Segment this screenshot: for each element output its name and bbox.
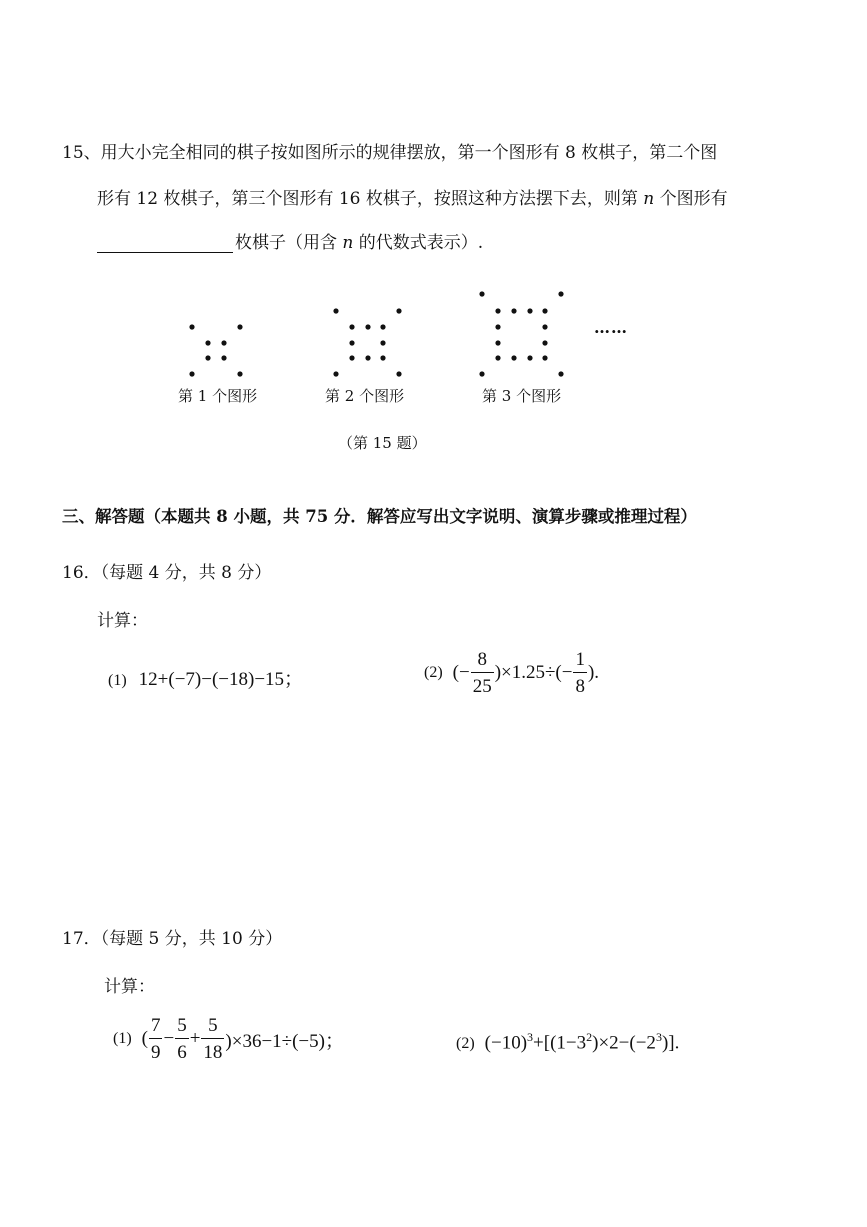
q17-p2-term-d: )]. [661,1032,680,1054]
q16-part-1 [108,664,303,691]
q17-p1-fraction-1 [149,1016,163,1062]
q16-part-2 [424,650,599,696]
q15-text-3b: 的代数式表示）. [353,233,484,253]
q17-p1-tail: )×36−1÷(−5)； [225,1030,344,1052]
q16-header: 16．（每题 4 分，共 8 分） [62,563,272,583]
q16-p1-expression: 12+(−7)−(−18)−15； [138,669,304,690]
q17-p2-exp-a: 3 [527,1030,534,1044]
q16-p2-frac1-numerator: 8 [471,650,494,673]
q17-p2-label: (2) [456,1035,475,1053]
q17-p1-f2-denominator: 6 [177,1042,187,1063]
section-3-title: 三、解答题（本题共 8 小题，共 75 分．解答应写出文字说明、演算步骤或推理过程） [62,507,697,526]
q17-p2-term-c: )×2−(−2 [592,1032,656,1054]
q16-p2-fraction-2 [573,650,587,696]
q16-p2-frac1-denominator: 25 [472,676,492,697]
q17-part-1 [113,1016,344,1062]
q17-p2-term-a: (−10) [484,1032,528,1054]
q16-p2-frac2-numerator: 1 [573,650,587,673]
q17-p1-f1-numerator: 7 [149,1016,163,1039]
q17-p1-fraction-2 [175,1016,189,1062]
q15-variable-n-2: n [342,233,354,253]
q17-p1-f3-denominator: 18 [203,1042,223,1063]
figure-1-label: 第 1 个图形 [178,387,258,405]
q17-p1-f3-numerator: 5 [201,1016,224,1039]
figure-2-dots [333,308,401,376]
q17-instruction: 计算： [104,977,155,997]
figure-caption: （第 15 题） [338,434,427,452]
q17-header: 17．（每题 5 分，共 10 分） [62,929,283,949]
q15-text-3a: 枚棋子（用含 [235,233,343,253]
figure-2-label: 第 2 个图形 [325,387,405,405]
q15-variable-n: n [643,189,655,209]
q16-p2-fraction-1 [471,650,494,696]
q16-p2-middle: )×1.25÷(− [494,662,573,683]
figure-3-label: 第 3 个图形 [482,387,562,405]
q17-p1-f1-denominator: 9 [150,1042,161,1063]
q17-p1-minus: − [163,1028,175,1049]
q16-p2-label: (2) [424,664,443,681]
q16-instruction: 计算： [97,611,148,631]
q17-p1-f2-numerator: 5 [175,1016,189,1039]
q17-p2-exp-b: 2 [586,1030,593,1044]
figure-3-dots [479,291,563,376]
figure-1-dots [189,324,242,376]
figure-ellipsis: …… [594,318,628,337]
q16-p1-label: (1) [108,672,127,689]
q17-p1-plus: + [189,1028,201,1049]
q15-text-1: 用大小完全相同的棋子按如图所示的规律摆放，第一个图形有 8 枚棋子，第二个图 [100,143,718,163]
q17-part-2 [456,1030,679,1054]
q15-number: 15、 [62,143,101,163]
q17-p1-fraction-3 [201,1016,224,1062]
q17-p2-term-b: +[(1−3 [533,1032,587,1054]
q15-text-2b: 个图形有 [654,189,728,209]
q17-p1-label: (1) [113,1030,132,1047]
q16-p2-frac2-denominator: 8 [575,676,585,697]
q16-p2-open: (− [452,662,470,683]
q17-p2-exp-c: 3 [655,1030,662,1044]
q17-p1-open: ( [141,1028,148,1049]
q16-p2-close: ). [587,662,600,683]
q15-text-2a: 形有 12 枚棋子，第三个图形有 16 枚棋子，按照这种方法摆下去，则第 [97,189,644,209]
